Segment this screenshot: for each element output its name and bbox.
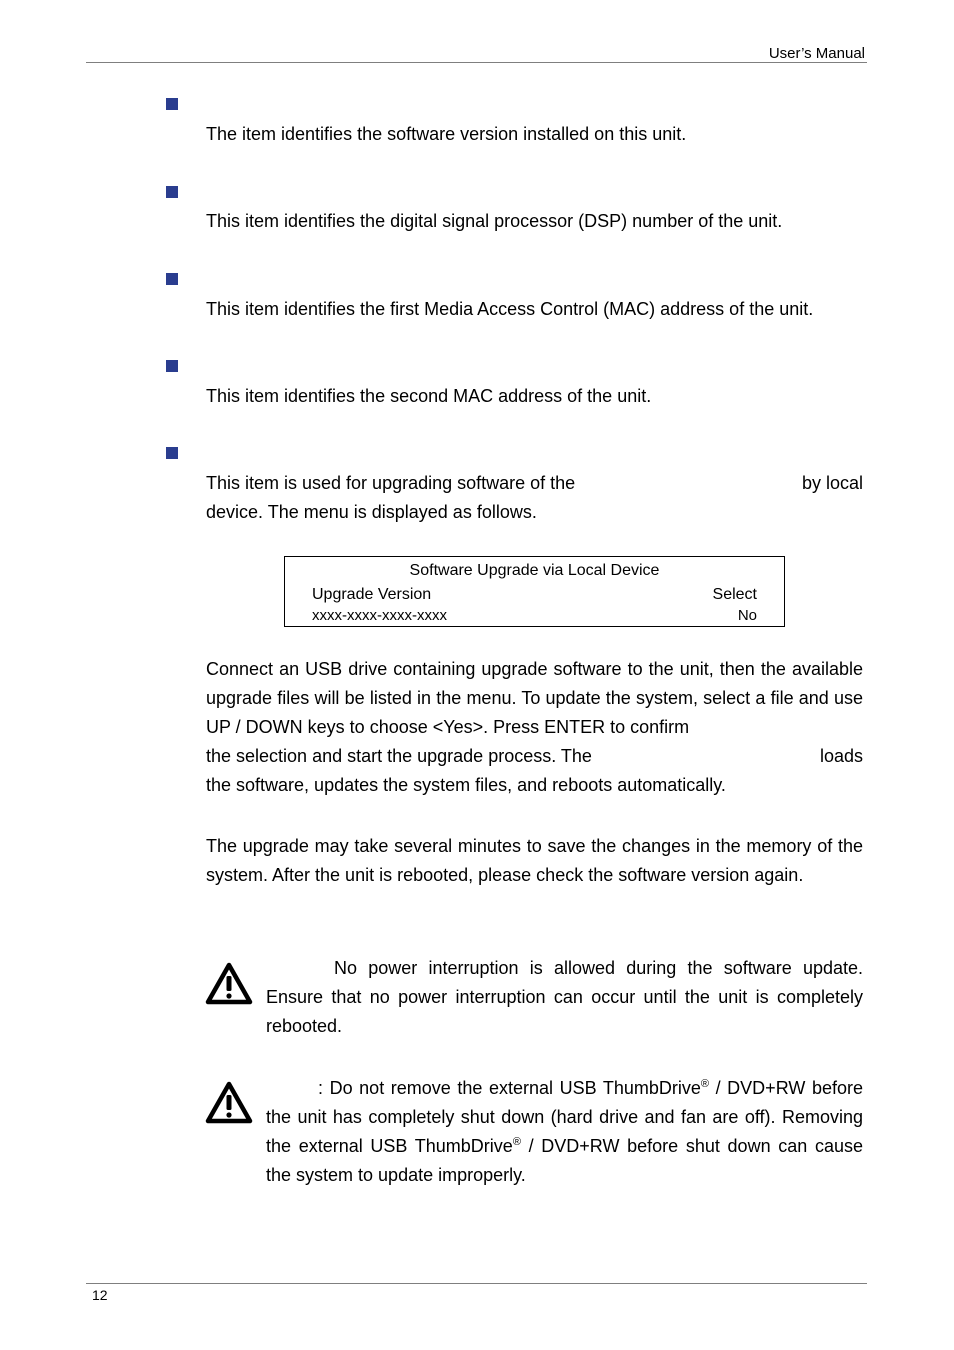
section-description: The item identifies the software version installed on this unit. bbox=[206, 124, 687, 144]
registered-mark: ® bbox=[512, 1136, 521, 1148]
section-description-line bbox=[206, 469, 863, 498]
menu-col-version-header: Upgrade Version bbox=[312, 586, 432, 603]
section-description-line: device. The menu is displayed as follows. bbox=[206, 502, 537, 522]
menu-select-value: No bbox=[737, 607, 757, 624]
note-text: / DVD+RW before shut down can cause the system to update improperly. bbox=[266, 1136, 863, 1185]
warning-triangle-icon bbox=[205, 962, 253, 1006]
menu-title: Software Upgrade via Local Device bbox=[409, 562, 660, 579]
square-bullet-icon bbox=[166, 447, 178, 459]
square-bullet-icon bbox=[166, 98, 178, 110]
square-bullet-icon bbox=[166, 360, 178, 372]
warning-triangle-icon bbox=[205, 1081, 253, 1125]
header-rule bbox=[86, 62, 867, 63]
section-description: This item identifies the digital signal processor (DSP) number of the unit. bbox=[206, 211, 783, 231]
square-bullet-icon bbox=[166, 186, 178, 198]
note-usb-removal bbox=[266, 1074, 863, 1190]
menu-header-row bbox=[312, 586, 757, 604]
note-text: : Do not remove the external USB ThumbDrive bbox=[318, 1078, 701, 1098]
page-number: 12 bbox=[92, 1287, 108, 1303]
square-bullet-icon bbox=[166, 273, 178, 285]
upgrade-text-right: loads bbox=[819, 746, 863, 766]
upgrade-duration-paragraph: The upgrade may take several minutes to save the changes in the memory of the system. After the unit is rebooted, please check the software version again. bbox=[206, 836, 863, 885]
section-description: This item identifies the first Media Access Control (MAC) address of the unit. bbox=[206, 299, 814, 319]
upgrade-paragraph: Connect an USB drive containing upgrade software to the unit, then the available upgrade files will be listed in the menu. To update the system, select a file and use UP / DOWN keys to choose <Yes>. Press ENTER to confirm bbox=[206, 659, 863, 737]
menu-version-value: xxxx-xxxx-xxxx-xxxx bbox=[312, 607, 447, 624]
upgrade-paragraph-line bbox=[206, 742, 863, 771]
menu-col-select-header: Select bbox=[712, 586, 757, 603]
upgrade-menu-box bbox=[284, 556, 785, 627]
running-header: User’s Manual bbox=[768, 45, 865, 62]
section-text-right: by local bbox=[801, 473, 863, 493]
upgrade-text-left: the selection and start the upgrade process. The bbox=[206, 746, 592, 766]
section-description: This item identifies the second MAC address of the unit. bbox=[206, 386, 652, 406]
menu-data-row bbox=[312, 607, 757, 624]
footer-rule bbox=[86, 1283, 867, 1284]
upgrade-paragraph-line: the software, updates the system files, and reboots automatically. bbox=[206, 775, 726, 795]
section-text-left: This item is used for upgrading software of the bbox=[206, 473, 576, 493]
note-text: / DVD+RW before the unit has completely shut down (hard drive and fan are off). Removing the external USB ThumbDrive bbox=[266, 1078, 863, 1156]
note-power-interruption: No power interruption is allowed during the software update. Ensure that no power interruption can occur until the unit is completely rebooted. bbox=[266, 958, 863, 1036]
registered-mark: ® bbox=[700, 1078, 710, 1090]
